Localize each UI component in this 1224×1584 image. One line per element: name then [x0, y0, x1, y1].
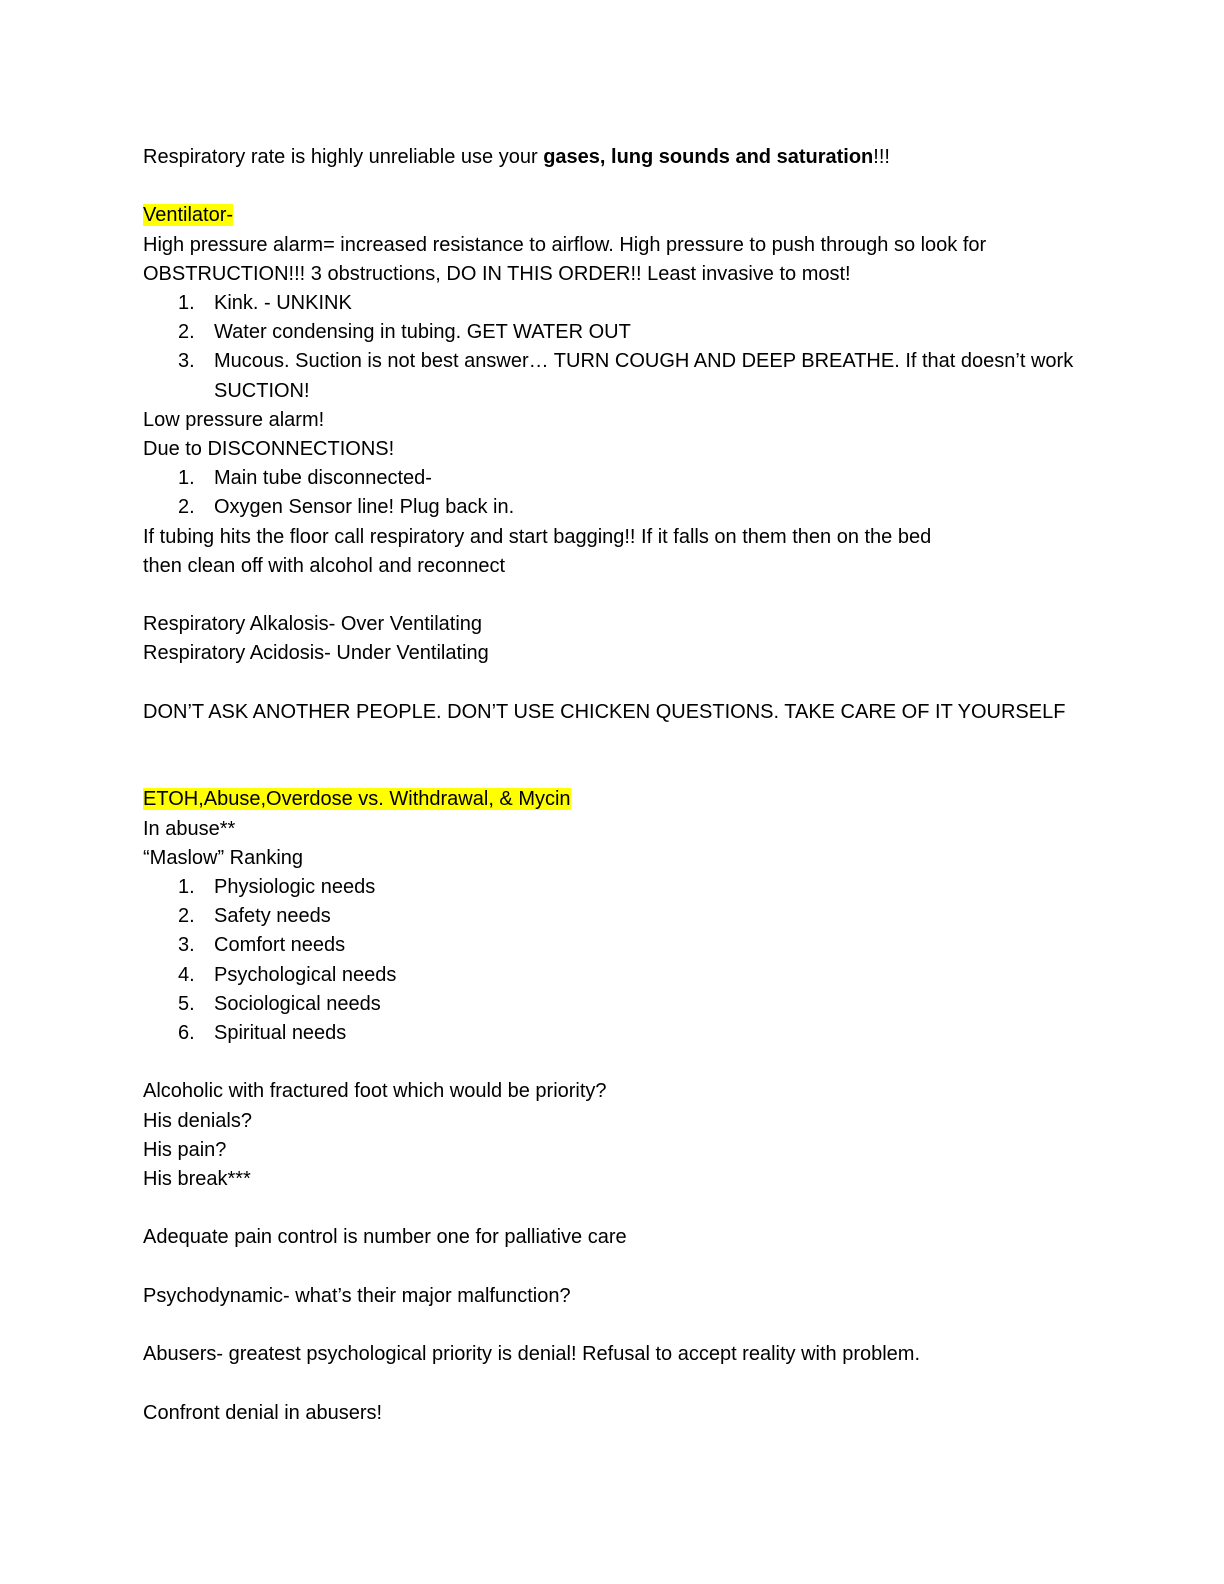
list-item	[143, 961, 1078, 990]
abusers-line: Abusers- greatest psychological priority is denial! Refusal to accept reality with problem.	[143, 1343, 921, 1366]
needs-list	[143, 873, 1078, 1048]
disconnections-line: Due to DISCONNECTIONS!	[143, 438, 395, 461]
warning-line: DON’T ASK ANOTHER PEOPLE. DON’T USE CHICKEN QUESTIONS. TAKE CARE OF IT YOURSELF	[143, 700, 1066, 723]
list-number: 2.	[178, 496, 195, 519]
psychodynamic-line: Psychodynamic- what’s their major malfunction?	[143, 1284, 571, 1307]
maslow-line: “Maslow” Ranking	[143, 846, 304, 869]
high-pressure-line-2: OBSTRUCTION!!! 3 obstructions, DO IN THIS ORDER!! Least invasive to most!	[143, 262, 851, 285]
disconnection-list	[143, 464, 1078, 522]
floor-line-1: If tubing hits the floor call respiratory and start bagging!! If it falls on them then on the bed	[143, 525, 932, 548]
list-item	[143, 347, 1078, 405]
high-pressure-line-1: High pressure alarm= increased resistance to airflow. High pressure to push through so look for	[143, 233, 987, 256]
spacer	[143, 1048, 1078, 1077]
floor-line-2: then clean off with alcohol and reconnect	[143, 554, 506, 577]
palliative-line: Adequate pain control is number one for palliative care	[143, 1226, 627, 1249]
list-item	[143, 873, 1078, 902]
list-item	[143, 990, 1078, 1019]
list-number: 1.	[178, 467, 195, 490]
list-number: 1.	[178, 876, 195, 899]
confront-line: Confront denial in abusers!	[143, 1401, 383, 1424]
intro-text: Respiratory rate is highly unreliable use your	[143, 146, 544, 168]
spacer	[143, 581, 1078, 610]
list-number: 2.	[178, 905, 195, 928]
priority-option-break: His break***	[143, 1168, 251, 1191]
list-item	[143, 1019, 1078, 1048]
spacer	[143, 1311, 1078, 1340]
list-item	[143, 464, 1078, 493]
ventilator-heading: Ventilator-	[143, 204, 234, 227]
priority-option-pain: His pain?	[143, 1138, 227, 1161]
list-item	[143, 493, 1078, 522]
list-item-text: Mucous. Suction is not best answer… TURN COUGH AND DEEP BREATHE. If that doesn’t work SUCTION!	[214, 350, 1074, 402]
list-item-text: Comfort needs	[214, 934, 346, 957]
list-item-text: Physiologic needs	[214, 876, 376, 899]
intro-bold-text: gases, lung sounds and saturation	[543, 146, 874, 168]
list-number: 3.	[178, 350, 195, 373]
list-item-text: Water condensing in tubing. GET WATER OUT	[214, 321, 631, 344]
list-number: 5.	[178, 992, 195, 1015]
etoh-heading: ETOH,Abuse,Overdose vs. Withdrawal, & Mycin	[143, 788, 571, 811]
list-number: 6.	[178, 1022, 195, 1045]
list-item-text: Oxygen Sensor line! Plug back in.	[214, 496, 515, 519]
spacer	[143, 1369, 1078, 1398]
list-item	[143, 289, 1078, 318]
in-abuse-line: In abuse**	[143, 817, 236, 840]
spacer	[143, 727, 1078, 785]
spacer	[143, 669, 1078, 698]
acidosis-line: Respiratory Acidosis- Under Ventilating	[143, 642, 489, 665]
low-pressure-line: Low pressure alarm!	[143, 408, 325, 431]
spacer	[143, 1194, 1078, 1223]
list-item-text: Safety needs	[214, 905, 331, 928]
document-page	[143, 143, 1078, 1428]
list-item-text: Sociological needs	[214, 992, 381, 1015]
etoh-heading-line	[143, 785, 1078, 814]
spacer	[143, 172, 1078, 201]
intro-tail: !!!	[873, 146, 890, 168]
spacer	[143, 1253, 1078, 1282]
intro-paragraph	[143, 143, 1078, 172]
list-number: 2.	[178, 321, 195, 344]
list-item	[143, 318, 1078, 347]
obstruction-list	[143, 289, 1078, 406]
list-item-text: Main tube disconnected-	[214, 467, 432, 490]
list-number: 1.	[178, 292, 195, 314]
list-number: 3.	[178, 934, 195, 957]
list-number: 4.	[178, 963, 195, 986]
priority-option-denials: His denials?	[143, 1109, 252, 1132]
list-item-text: Psychological needs	[214, 963, 397, 986]
list-item	[143, 931, 1078, 960]
list-item-text: Kink. - UNKINK	[214, 292, 352, 314]
alkalosis-line: Respiratory Alkalosis- Over Ventilating	[143, 613, 483, 636]
list-item-text: Spiritual needs	[214, 1022, 347, 1045]
ventilator-heading-line	[143, 201, 1078, 230]
priority-question: Alcoholic with fractured foot which would be priority?	[143, 1080, 607, 1103]
list-item	[143, 902, 1078, 931]
